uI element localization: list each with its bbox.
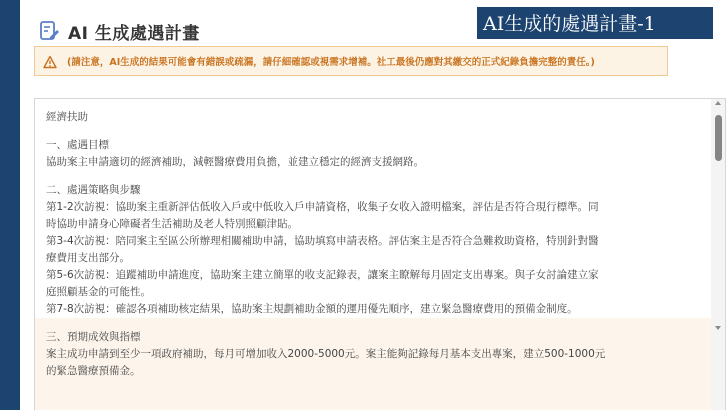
plan-text-area[interactable] xyxy=(34,98,726,410)
plan-content xyxy=(46,109,696,380)
overlay-title-banner: AI生成的處遇計畫-1 xyxy=(476,6,714,40)
section2-title: 二、處遇策略與步驟 xyxy=(46,184,141,196)
section2-line: 第5-6次訪視：追蹤補助申請進度，協助案主建立簡單的收支記錄表，讓案主瞭解每月固定支出專案。與子女討論建立家 xyxy=(46,269,599,281)
section3-line: 的緊急醫療預備金。 xyxy=(46,365,141,377)
warning-text: (請注意，AI生成的結果可能會有錯誤或疏漏，請仔細確認或視需求增補。社工最後仍應對其繳交的正式紀錄負擔完整的責任。) xyxy=(67,57,595,68)
section2-line: 時協助申請身心障礙者生活補助及老人特別照顧津貼。 xyxy=(46,218,298,230)
section2-line: 第7-8次訪視：確認各項補助核定結果，協助案主規劃補助金額的運用優先順序，建立緊急醫療費用的預備金制度。 xyxy=(46,303,578,315)
page-header xyxy=(38,16,200,46)
section2-line: 第3-4次訪視：陪同案主至區公所辦理相關補助申請，協助填寫申請表格。評估案主是否符合急難救助資格，特別針對醫 xyxy=(46,235,599,247)
scrollbar-thumb[interactable] xyxy=(715,115,722,161)
warning-triangle-icon xyxy=(43,54,57,68)
section2-line: 療費用支出部分。 xyxy=(46,252,130,264)
scroll-up-arrow-icon[interactable] xyxy=(715,101,721,105)
plan-heading: 經濟扶助 xyxy=(46,111,88,123)
section1-title: 一、處遇目標 xyxy=(46,139,109,151)
section2-line: 第1-2次訪視：協助案主重新評估低收入戶或中低收入戶申請資格，收集子女收入證明檔案，評估是否符合現行標準。同 xyxy=(46,201,599,213)
left-accent-bar xyxy=(0,0,20,410)
vertical-scrollbar[interactable] xyxy=(711,99,725,410)
scroll-down-arrow-icon[interactable] xyxy=(715,326,721,330)
section3-line: 案主成功申請到至少一項政府補助，每月可增加收入2000-5000元。案主能夠記錄每月基本支出專案，建立500-1000元 xyxy=(46,348,606,360)
ai-warning-banner xyxy=(34,46,668,76)
edit-note-icon xyxy=(38,20,60,42)
section1-text: 協助案主申請適切的經濟補助，減輕醫療費用負擔，並建立穩定的經濟支援網路。 xyxy=(46,156,424,168)
section2-line: 庭照顧基金的可能性。 xyxy=(46,286,151,298)
section3-title: 三、預期成效與指標 xyxy=(46,331,141,343)
page-title: AI 生成處遇計畫 xyxy=(68,23,200,44)
